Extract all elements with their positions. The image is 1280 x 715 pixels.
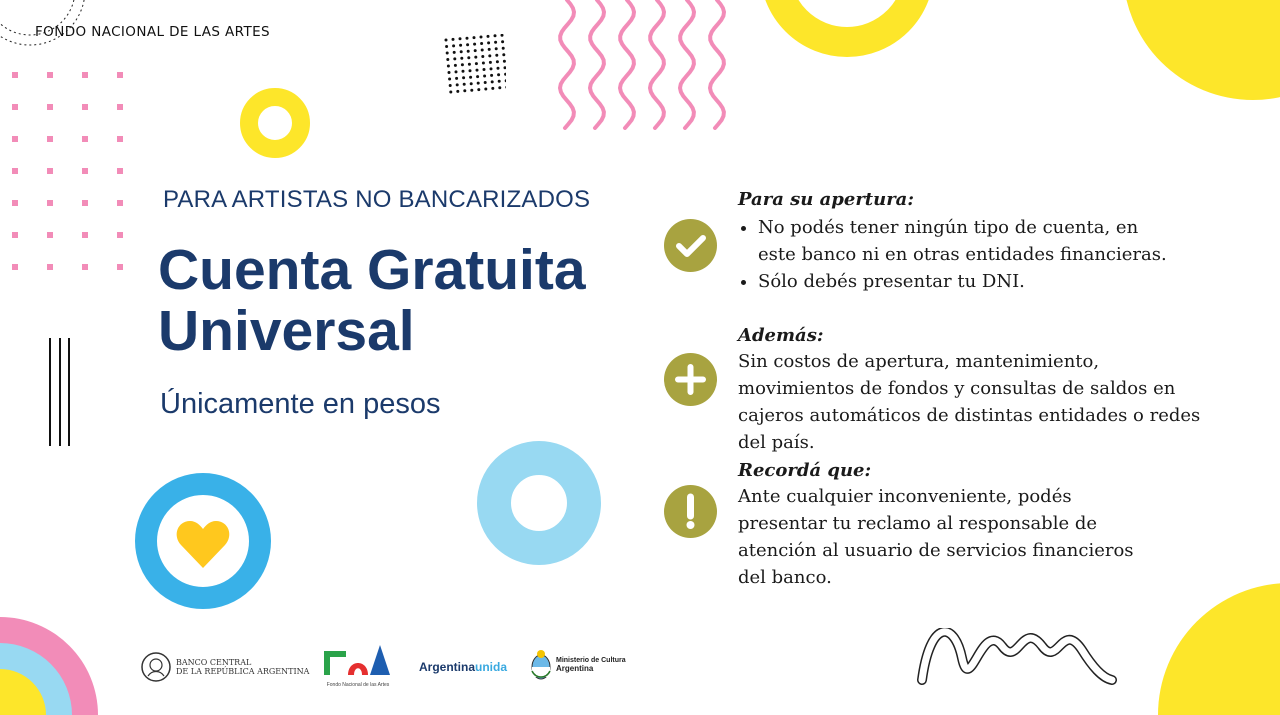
fna-caption: Fondo Nacional de las Artes <box>326 682 390 688</box>
yellow-circle-bottom-right <box>1155 580 1280 715</box>
ministerio-cultura-logo <box>530 649 626 681</box>
hero-title-line2: Universal <box>158 299 415 363</box>
unida-text: unida <box>475 660 508 674</box>
plus-icon <box>664 353 717 406</box>
argentina-unida-logo <box>419 660 507 674</box>
black-dots-decoration <box>442 34 506 98</box>
rainbow-decoration <box>0 610 100 715</box>
plus-circle <box>664 353 717 406</box>
argentina-text: Argentina <box>419 660 476 674</box>
section-heading: Además: <box>738 325 824 346</box>
bcra-name-line1: BANCO CENTRAL <box>176 658 252 667</box>
ministerio-line2: Argentina <box>556 664 594 673</box>
bcra-logo <box>140 651 309 683</box>
ministerio-line1: Ministerio de Cultura <box>556 657 626 664</box>
exclamation-circle <box>664 485 717 538</box>
section-recorda <box>738 459 1238 591</box>
vertical-lines-decoration <box>45 338 75 448</box>
fna-mark-icon <box>322 641 392 677</box>
pink-squares-decoration <box>8 68 128 278</box>
section-heading: Recordá que: <box>738 460 872 481</box>
hero-title <box>158 240 618 362</box>
check-circle <box>664 219 717 272</box>
hero-subtitle: PARA ARTISTAS NO BANCARIZADOS <box>163 186 591 213</box>
section-text: Ante cualquier inconveniente, podés presentar tu reclamo al responsable de atención al usuario de servicios financieros del banco. <box>738 486 1134 588</box>
light-blue-ring-decoration <box>476 440 602 566</box>
hero-tagline: Únicamente en pesos <box>160 388 441 420</box>
section-heading: Para su apertura: <box>738 189 914 210</box>
section-ademas <box>738 324 1238 456</box>
section-text: Sin costos de apertura, mantenimiento, movimientos de fondos y consultas de saldos en cajeros automáticos de distintas entidades o redes del país. <box>738 351 1201 453</box>
pink-wave-decoration <box>555 0 745 130</box>
requirements-list <box>738 214 1238 295</box>
heart-ring-decoration <box>134 472 272 610</box>
list-item: • No podés tener ningún tipo de cuenta, en este banco ni en otras entidades financieras. <box>758 214 1168 268</box>
yellow-ring-decoration <box>238 86 312 160</box>
section-apertura <box>738 188 1238 295</box>
bcra-name-line2: DE LA REPÚBLICA ARGENTINA <box>176 667 310 676</box>
fna-logo <box>322 641 394 688</box>
org-name: FONDO NACIONAL DE LAS ARTES <box>35 24 271 40</box>
heart-icon <box>177 521 230 568</box>
check-icon <box>664 219 717 272</box>
hero-title-line1: Cuenta Gratuita <box>158 238 586 302</box>
outline-wave-decoration <box>912 628 1122 690</box>
yellow-half-ring-decoration <box>760 0 935 60</box>
exclamation-icon <box>664 485 717 538</box>
bcra-seal-icon <box>140 651 172 683</box>
list-item: • Sólo debés presentar tu DNI. <box>758 268 1238 295</box>
yellow-circle-top-right <box>1105 0 1280 105</box>
argentina-shield-icon <box>530 649 552 681</box>
